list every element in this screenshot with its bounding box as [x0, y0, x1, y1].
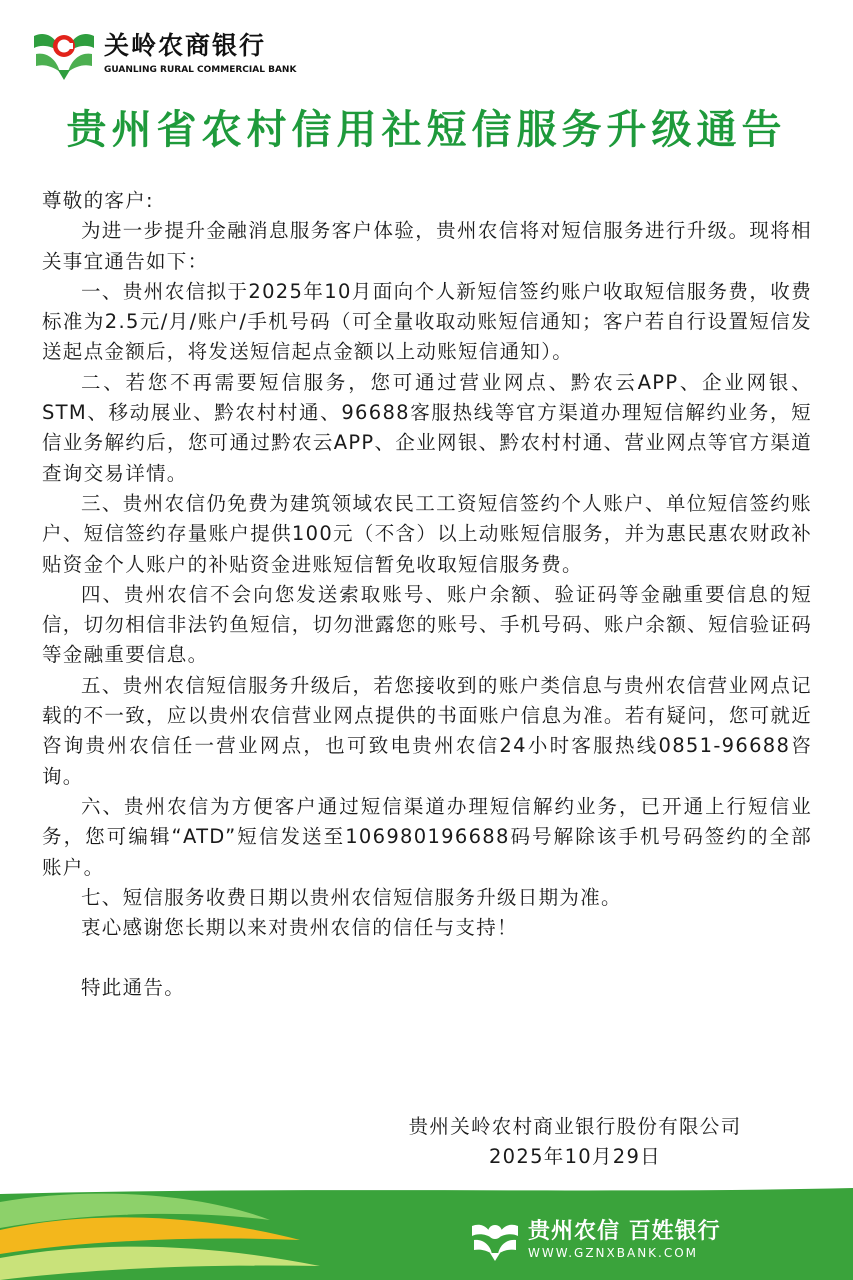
footer-brand-text: 贵州农信 百姓银行: [528, 1219, 721, 1244]
signature-block: [360, 1112, 790, 1173]
notice-body: [42, 186, 812, 1004]
footer-text: [528, 1219, 721, 1261]
item-paragraph: 三、贵州农信仍免费为建筑领域农民工工资短信签约个人账户、单位短信签约账户、短信签约存量账户提供100元（不含）以上动账短信服务，并为惠民惠农财政补贴资金个人账户的补贴资金进账短信暂免收取短信服务费。: [42, 491, 812, 576]
gznx-logo-icon: [470, 1218, 520, 1262]
bank-logo-icon: [30, 26, 98, 82]
spacer: [42, 943, 812, 973]
item-paragraph: 四、贵州农信不会向您发送索取账号、账户余额、验证码等金融重要信息的短信，切勿相信非法钓鱼短信，切勿泄露您的账号、手机号码、账户余额、短信验证码等金融重要信息。: [42, 582, 812, 667]
bank-name-cn: 关岭农商银行: [104, 31, 267, 60]
footer-background: [0, 1180, 853, 1280]
item-paragraph: 六、贵州农信为方便客户通过短信渠道办理短信解约业务，已开通上行短信业务，您可编辑“ATD”短信发送至10698019668​8码号解除该手机号码签约的全部账户。: [42, 794, 812, 879]
item-paragraph: 二、若您不再需要短信服务，您可通过营业网点、黔农云APP、企业网银、STM、移动展业、黔农村村通、96688客服热线等官方渠道办理短信解约业务，短信业务解约后，您可通过黔农云APP、企业网银、黔农村村通、营业网点等官方渠道查询交易详情。: [42, 370, 812, 485]
footer-brand: [470, 1218, 721, 1262]
bank-name-en: GUANLING RURAL COMMERCIAL BANK: [104, 65, 297, 75]
item-paragraph: 一、贵州农信拟于2025年10月面向个人新短信签约账户收取短信服务费，收费标准为2.5元/月/账户/手机号码（可全量收取动账短信通知；客户若自行设置短信发送起点金额后，将发送短信起点金额以上动账短信通知）。: [42, 279, 812, 364]
item-paragraph: 七、短信服务收费日期以贵州农信短信服务升级日期为准。: [81, 885, 622, 909]
signature-company: 贵州关岭农村商业银行股份有限公司: [408, 1115, 742, 1138]
header: [30, 26, 296, 82]
item-paragraph: 五、贵州农信短信服务升级后，若您接收到的账户类信息与贵州农信营业网点记载的不一致，应以贵州农信营业网点提供的书面账户信息为准。若有疑问，您可就近咨询贵州农信任一营业网点，也可致电贵州农信24小时客服热线0851-96688咨询。: [42, 673, 812, 788]
salutation: 尊敬的客户:: [42, 189, 154, 212]
closing-paragraph: 特此通告。: [81, 976, 186, 1000]
thanks-paragraph: 衷心感谢您长期以来对贵州农信的信任与支持！: [81, 916, 518, 940]
notice-title: 贵州省农村信用社短信服务升级通告: [66, 107, 787, 153]
bank-names: [104, 31, 296, 77]
footer-band: [0, 1180, 853, 1280]
signature-date: 2025年10月29日: [488, 1145, 662, 1169]
footer-url: WWW.GZNXBANK.COM: [528, 1246, 699, 1260]
intro-paragraph: 为进一步提升金融消息服务客户体验，贵州农信将对短信服务进行升级。现将相关事宜通告如下：: [42, 219, 812, 273]
